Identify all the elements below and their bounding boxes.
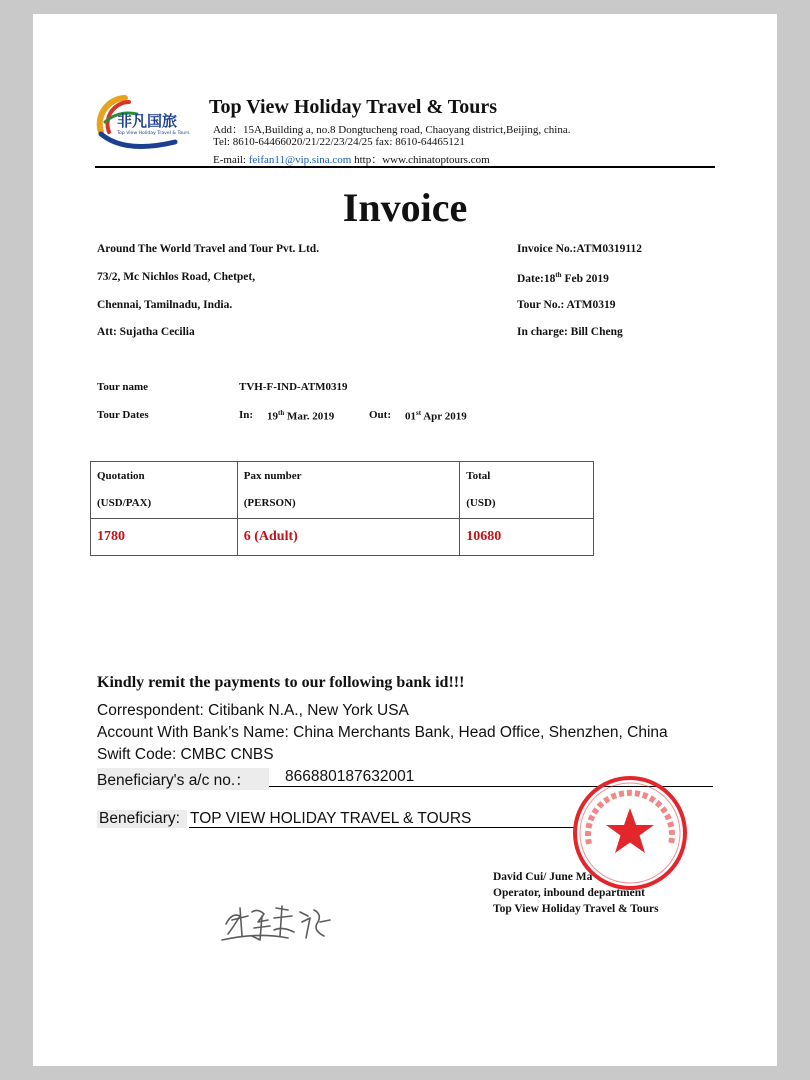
bill-to-attention: Att: Sujatha Cecilia (97, 326, 195, 338)
bill-to-name: Around The World Travel and Tour Pvt. Ltd. (97, 243, 320, 255)
email-link[interactable]: feifan11@vip.sina.com (248, 154, 352, 166)
tour-name-label: Tour name (97, 381, 149, 393)
tour-in-label: In: (239, 409, 254, 421)
signatory-name: David Cui/ June Ma (493, 871, 593, 883)
logo-subtext: Top View Holiday Travel & Tours (117, 131, 190, 136)
beneficiary-underline (189, 827, 575, 828)
company-address: Add：15A,Building a, no.8 Dongtucheng road, Chaoyang district,Beijing, china. (213, 124, 571, 136)
tour-in-date: 19th Mar. 2019 (267, 409, 335, 423)
header-cell-total: Total (USD) (460, 462, 594, 519)
tour-out-label: Out: (369, 409, 391, 421)
total-value: 10680 (460, 519, 594, 556)
invoice-page (33, 14, 777, 1066)
invoice-date: Date:18th Feb 2019 (517, 271, 609, 285)
company-tel: Tel: 8610-64466020/21/22/23/24/25 fax: 8610-64465121 (213, 136, 465, 148)
table-row (91, 519, 594, 556)
bill-to-address-2: Chennai, Tamilnadu, India. (97, 299, 233, 311)
quotation-value: 1780 (91, 519, 238, 556)
quotation-table (90, 461, 594, 556)
page-title: Invoice (342, 185, 468, 230)
invoice-number: Invoice No.:ATM0319112 (517, 243, 643, 255)
email-label: E-mail: (213, 154, 249, 166)
handwritten-signature (218, 886, 343, 948)
remit-heading: Kindly remit the payments to our following bank id!!! (97, 674, 465, 691)
web-label: http： (351, 154, 383, 166)
company-contact (213, 151, 490, 167)
tour-dates-label: Tour Dates (97, 409, 149, 421)
account-bank: Account With Bank’s Name: China Merchants Bank, Head Office, Shenzhen, China (97, 724, 668, 741)
correspondent-bank: Correspondent: Citibank N.A., New York USA (97, 702, 409, 719)
company-logo (95, 92, 207, 154)
in-charge: In charge: Bill Cheng (517, 326, 623, 338)
header-rule (95, 166, 715, 168)
tour-out-date: 01st Apr 2019 (405, 409, 467, 423)
header-cell-pax: Pax number (PERSON) (237, 462, 460, 519)
signatory-role: Operator, inbound department (493, 887, 645, 899)
beneficiary-ac-value: 866880187632001 (285, 768, 415, 785)
company-name: Top View Holiday Travel & Tours (209, 96, 498, 118)
website-link[interactable]: www.chinatoptours.com (382, 154, 490, 166)
beneficiary-ac-label: Beneficiary's a/c no.： (97, 768, 269, 790)
beneficiary-value: TOP VIEW HOLIDAY TRAVEL & TOURS (190, 810, 472, 827)
tour-name-value: TVH-F-IND-ATM0319 (239, 381, 348, 393)
bill-to-address-1: 73/2, Mc Nichlos Road, Chetpet, (97, 271, 256, 283)
swift-code: Swift Code: CMBC CNBS (97, 746, 274, 763)
logo-text: 非凡国旅 (117, 112, 178, 130)
beneficiary-label: Beneficiary: (97, 810, 187, 828)
signatory-company: Top View Holiday Travel & Tours (493, 903, 659, 915)
pax-value: 6 (Adult) (237, 519, 460, 556)
header-cell-quotation: Quotation (USD/PAX) (91, 462, 238, 519)
table-header-row (91, 462, 594, 519)
tour-number: Tour No.: ATM0319 (517, 299, 616, 311)
